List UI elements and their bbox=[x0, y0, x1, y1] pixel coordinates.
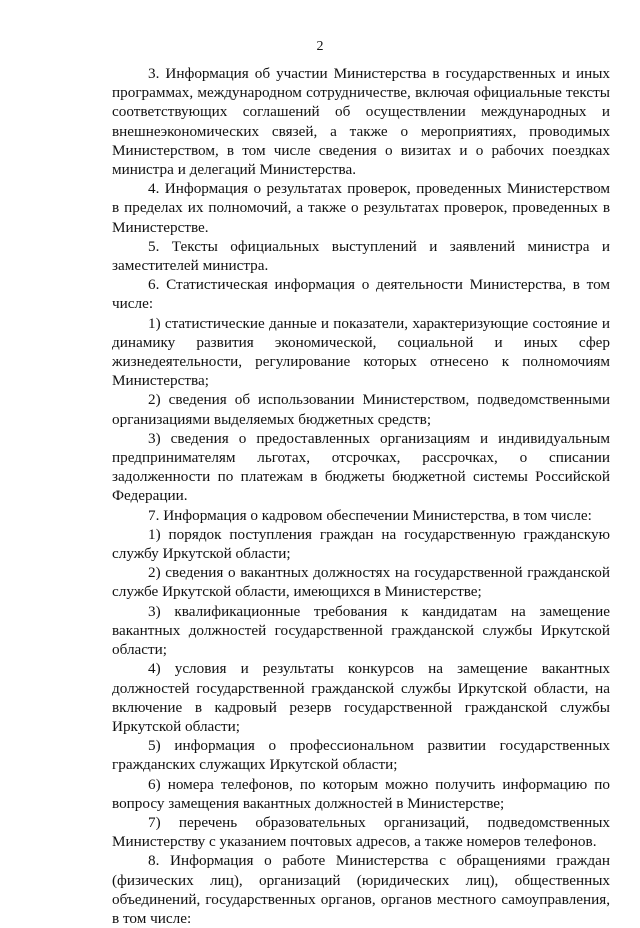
paragraph-8-appeals-work: 8. Информация о работе Министерства с обращениями граждан (физических лиц), организаций (юридических лиц), общественных объединений, государственных органов, органов местного самоуправления, в том числе: bbox=[112, 852, 610, 927]
paragraph-4-inspection-results: 4. Информация о результатах проверок, проведенных Министерством в пределах их полномочий, а также о результатах проверок, проведенных в Министерстве. bbox=[112, 180, 610, 236]
paragraph-7-item-6: 6) номера телефонов, по которым можно получить информацию по вопросу замещения вакантных должностей в Министерстве; bbox=[112, 775, 610, 812]
paragraph-7-item-4: 4) условия и результаты конкурсов на замещение вакантных должностей государственной гражданской службы Иркутской области, на включение в кадровый резерв государственной гражданской службы Иркутской области; bbox=[112, 660, 610, 735]
paragraph-5-official-speeches: 5. Тексты официальных выступлений и заявлений министра и заместителей министра. bbox=[112, 237, 610, 275]
paragraph-7-staffing-info: 7. Информация о кадровом обеспечении Министерства, в том числе: bbox=[148, 506, 592, 524]
paragraph-6-item-3: 3) сведения о предоставленных организациям и индивидуальным предпринимателям льготах, отсрочках, рассрочках, о списании задолженности по платежам в бюджеты бюджетной системы Российской Федерации. bbox=[112, 429, 610, 505]
document-body bbox=[112, 64, 610, 928]
paragraph-7-item-5: 5) информация о профессиональном развитии государственных гражданских служащих Иркутской области; bbox=[112, 737, 610, 774]
paragraph-7-item-2: 2) сведения о вакантных должностях на государственной гражданской службе Иркутской области, имеющихся в Министерстве; bbox=[112, 564, 610, 601]
paragraph-7-item-7: 7) перечень образовательных организаций, подведомственных Министерству с указанием почтовых адресов, а также номеров телефонов. bbox=[112, 813, 610, 851]
paragraph-3-international-participation: 3. Информация об участии Министерства в государственных и иных программах, международном сотрудничестве, включая официальные тексты соответствующих соглашений об осуществлении международных и внешнеэкономических связей, а также о мероприятиях, проводимых Министерством, в том числе сведения о визитах и о рабочих поездках министра и делегаций Министерства. bbox=[112, 65, 610, 179]
paragraph-7-item-1: 1) порядок поступления граждан на государственную гражданскую службу Иркутской области; bbox=[112, 525, 610, 563]
paragraph-6-item-2: 2) сведения об использовании Министерством, подведомственными организациями выделяемых бюджетных средств; bbox=[112, 391, 610, 428]
paragraph-7-item-3: 3) квалификационные требования к кандидатам на замещение вакантных должностей государственной гражданской службы Иркутской области; bbox=[112, 602, 610, 659]
page-number: 2 bbox=[316, 39, 324, 54]
paragraph-6-statistical-info: 6. Статистическая информация о деятельности Министерства, в том числе: bbox=[112, 276, 610, 313]
paragraph-6-item-1: 1) статистические данные и показатели, характеризующие состояние и динамику развития экономической, социальной и иных сфер жизнедеятельности, регулирование которых отнесено к полномочиям Министерства; bbox=[112, 314, 610, 390]
